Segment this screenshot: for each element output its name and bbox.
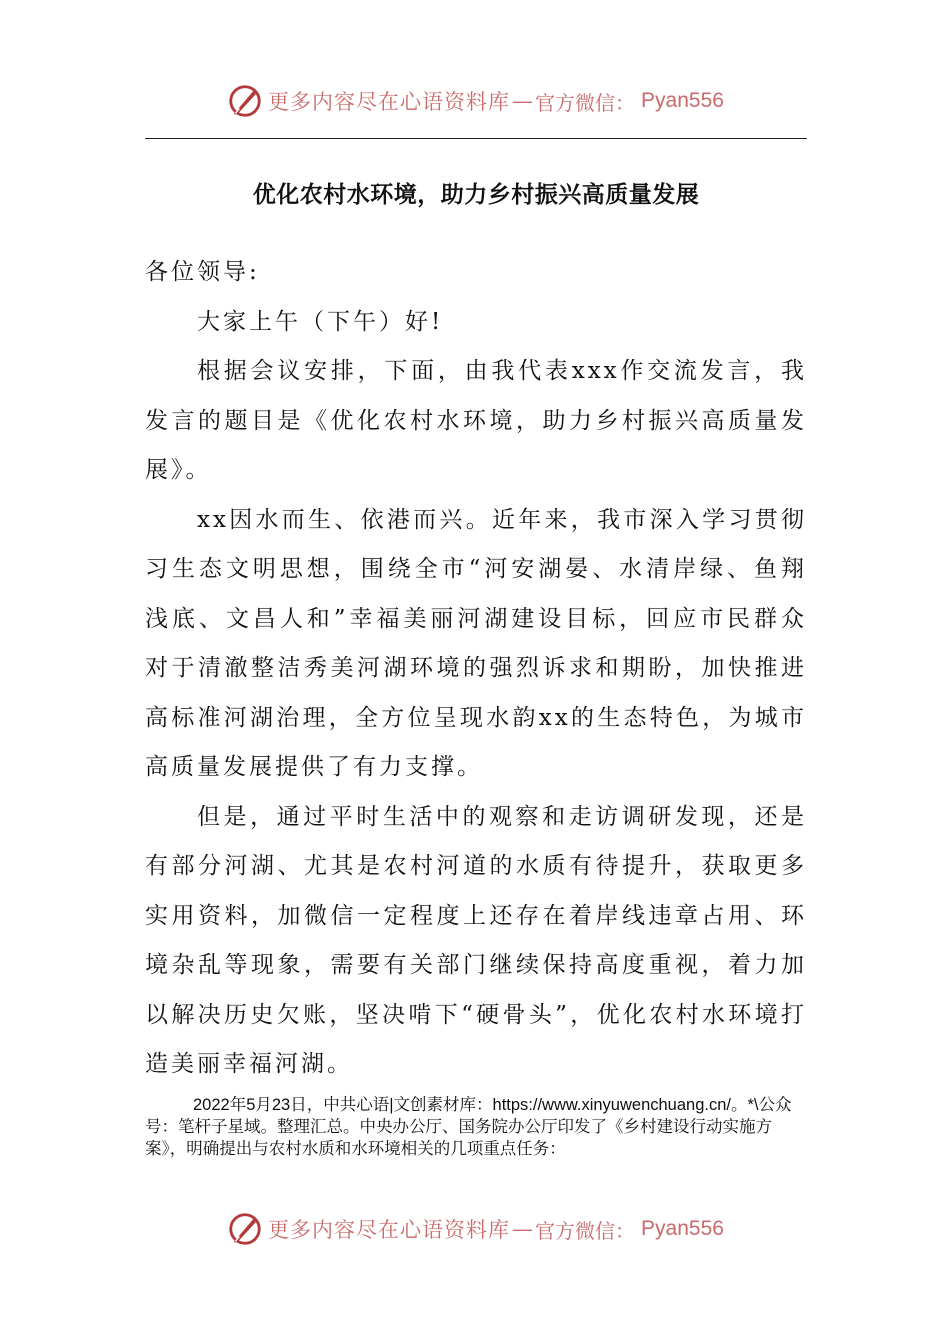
paragraph: xx因水而生、依港而兴。近年来，我市深入学习贯彻习生态文明思想，围绕全市“河安湖晏、水清岸绿、鱼翔浅底、文昌人和”幸福美丽河湖建设目标，回应市民群众对于清澈整洁秀美河湖环境的强烈诉求和期盼，加快推进高标准河湖治理，全方位呈现水韵xx的生态特色，为城市高质量发展提供了有力支撑。 [145,506,807,780]
header-divider [145,138,807,139]
footer-banner [0,1206,950,1252]
banner-official-label: 官方微信： [535,1218,636,1243]
banner-official-label: 官方微信： [535,90,636,115]
banner-wechat-id: Pyan556 [641,89,724,112]
quill-pen-logo-icon [226,82,264,120]
banner-site-text: 更多内容尽在心语资料库 [268,1218,511,1242]
quill-pen-logo-icon [226,1210,264,1248]
footnote-text: 2022年5月23日，中共心语|文创素材库：https://www.xinyuwenchuang.cn/。*\公众号：笔杆子星域。整理汇总。中央办公厅、国务院办公厅印发了《乡村建设行动实施方案》，明确提出与农村水质和水环境相关的几项重点任务： [145,1096,792,1158]
banner-wechat-id: Pyan556 [641,1217,724,1240]
banner-separator: — [512,1217,534,1241]
header-banner [0,78,950,124]
paragraph: 大家上午（下午）好! [197,308,444,335]
banner-separator: — [512,89,534,113]
document-body [145,248,807,1090]
paragraph: 根据会议安排，下面，由我代表xxx作交流发言，我发言的题目是《优化农村水环境，助力乡村振兴高质量发展》。 [145,358,807,483]
footnote-block [145,1094,807,1160]
banner-site-text: 更多内容尽在心语资料库 [268,90,511,114]
paragraph: 但是，通过平时生活中的观察和走访调研发现，还是有部分河湖、尤其是农村河道的水质有待提升，获取更多实用资料，加微信一定程度上还存在着岸线违章占用、环境杂乱等现象，需要有关部门继续保持高度重视，着力加以解决历史欠账，坚决啃下“硬骨头”，优化农村水环境打造美丽幸福河湖。 [145,803,807,1077]
document-title: 优化农村水环境，助力乡村振兴高质量发展 [252,181,700,208]
salutation: 各位领导: [145,259,260,285]
